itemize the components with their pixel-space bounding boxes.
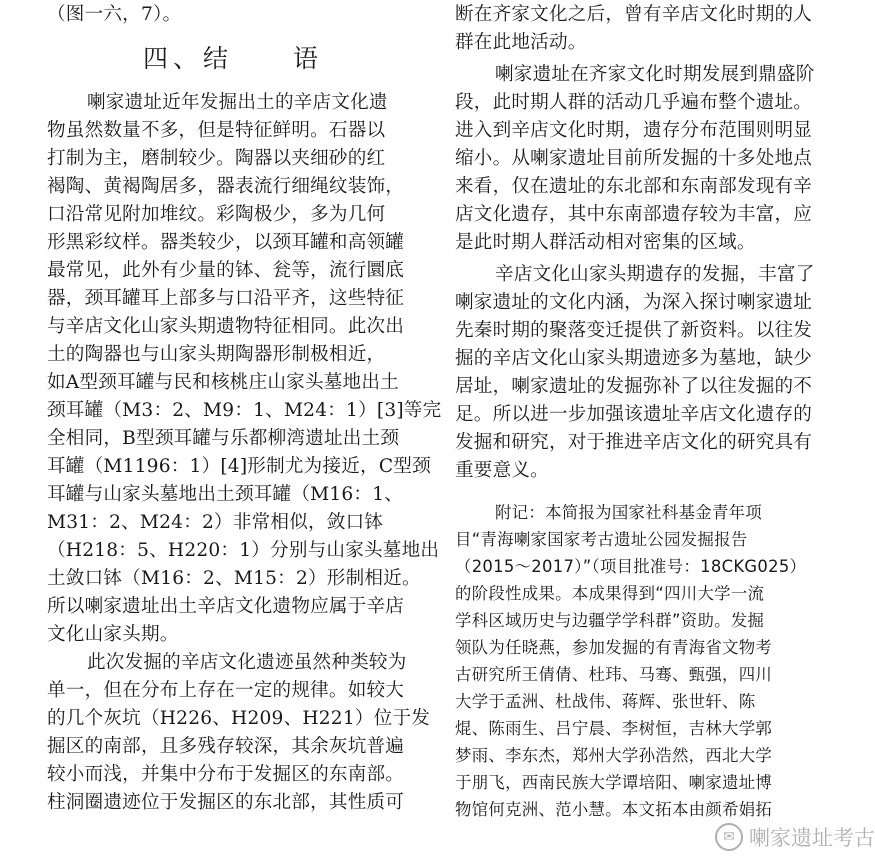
watermark-text: 喇家遗址考古 xyxy=(749,826,875,850)
body-line: 单一，但在分布上存在一定的规律。如较大 xyxy=(47,680,405,701)
section-heading: 四、结 语 xyxy=(142,44,323,73)
body-line: 足。所以进一步加强该遗址辛店文化遗存的 xyxy=(455,404,813,425)
body-line: 较小而浅，并集中分布于发掘区的东南部。 xyxy=(47,764,405,785)
body-line: 文化山家头期。 xyxy=(47,624,179,645)
body-line: 耳罐与山家头墓地出土颈耳罐（M16：1、 xyxy=(47,484,404,505)
body-line: 重要意义。 xyxy=(455,460,549,481)
body-line: 与辛店文化山家头期遗物特征相同。此次出 xyxy=(47,316,405,337)
body-line: 先秦时期的聚落变迁提供了新资料。以往发 xyxy=(455,320,813,341)
note-line: 物馆何克洲、范小慧。本文拓本由颜希娟拓 xyxy=(455,800,773,819)
body-line: 辛店文化山家头期遗存的发掘，丰富了 xyxy=(495,264,815,285)
watermark xyxy=(715,822,875,852)
body-line: 喇家遗址近年发掘出土的辛店文化遗 xyxy=(87,92,388,113)
note-line: （2015～2017）”（项目批准号：18CKG025） xyxy=(455,557,807,576)
body-line: 群在此地活动。 xyxy=(455,32,587,53)
note-line: 于朋飞，西南民族大学谭培阳、喇家遗址博 xyxy=(455,773,773,792)
body-line: 褐陶、黄褐陶居多，器表流行细绳纹装饰， xyxy=(47,176,405,197)
note-line: 的阶段性成果。本成果得到“四川大学一流 xyxy=(455,584,765,603)
body-line: 是此时期人群活动相对密集的区域。 xyxy=(455,232,756,253)
body-line: 打制为主，磨制较少。陶器以夹细砂的红 xyxy=(47,148,386,169)
note-line: 领队为任晓燕，参加发掘的有青海省文物考 xyxy=(455,638,773,657)
body-line: 进入到辛店文化时期，遗存分布范围则明显 xyxy=(455,120,813,141)
body-line: 器，颈耳罐耳上部多与口沿平齐，这些特征 xyxy=(47,288,405,309)
note-line: 焜、陈雨生、吕宁晨、李树恒，吉林大学郭 xyxy=(455,719,773,738)
body-line: 掘的辛店文化山家头期遗迹多为墓地，缺少 xyxy=(455,348,813,369)
note-line: 古研究所王倩倩、杜玮、马骞、甄强，四川 xyxy=(455,665,773,684)
body-line: 缩小。从喇家遗址目前所发掘的十多处地点 xyxy=(455,148,813,169)
wechat-icon: ✉ xyxy=(715,823,743,851)
body-line: 所以喇家遗址出土辛店文化遗物应属于辛店 xyxy=(47,596,405,617)
body-line: 形黑彩纹样。器类较少，以颈耳罐和高领罐 xyxy=(47,232,405,253)
body-line: 断在齐家文化之后，曾有辛店文化时期的人 xyxy=(455,4,813,25)
note-line: 大学于孟洲、杜战伟、蒋辉、张世轩、陈 xyxy=(455,692,756,711)
body-line: 的几个灰坑（H226、H209、H221）位于发 xyxy=(47,708,431,729)
body-line: 喇家遗址的文化内涵，为深入探讨喇家遗址 xyxy=(455,292,813,313)
note-line: 梦雨、李东杰，郑州大学孙浩然，西北大学 xyxy=(455,746,773,765)
body-line: 此次发掘的辛店文化遗迹虽然种类较为 xyxy=(87,652,407,673)
body-line: 来看，仅在遗址的东北部和东南部发现有辛 xyxy=(455,176,813,197)
body-line: 物虽然数量不多，但是特征鲜明。石器以 xyxy=(47,120,386,141)
body-line: 土敛口钵（M16：2、M15：2）形制相近。 xyxy=(47,568,421,589)
note-line: 学科区域历史与边疆学学科群”资助。发掘 xyxy=(455,611,765,630)
note-line: 附记：本简报为国家社科基金青年项 xyxy=(495,503,763,522)
body-line: 喇家遗址在齐家文化时期发展到鼎盛阶 xyxy=(495,64,815,85)
body-line: 发掘和研究，对于推进辛店文化的研究具有 xyxy=(455,432,813,453)
body-line: （H218：5、H220：1）分别与山家头墓地出 xyxy=(47,540,440,561)
body-line: 居址，喇家遗址的发掘弥补了以往发掘的不 xyxy=(455,376,813,397)
body-line: 最常见，此外有少量的钵、瓮等，流行圜底 xyxy=(47,260,405,281)
body-line: 全相同，B型颈耳罐与乐都柳湾遗址出土颈 xyxy=(47,428,400,449)
body-line: 掘区的南部，且多残存较深，其余灰坑普遍 xyxy=(47,736,405,757)
body-line: 段，此时期人群的活动几乎遍布整个遗址。 xyxy=(455,92,813,113)
body-line: M31：2、M24：2）非常相似，敛口钵 xyxy=(47,512,384,533)
body-line: 柱洞圈遗迹位于发掘区的东北部，其性质可 xyxy=(47,792,405,813)
body-line: 颈耳罐（M3：2、M9：1、M24：1）[3]等完 xyxy=(47,400,442,421)
body-line: 如A型颈耳罐与民和核桃庄山家头墓地出土 xyxy=(47,372,399,393)
note-line: 目“青海喇家国家考古遗址公园发掘报告 xyxy=(455,530,748,549)
body-line: 店文化遗存，其中东南部遗存较为丰富，应 xyxy=(455,204,813,225)
figure-reference: （图一六，7）。 xyxy=(47,4,182,25)
body-line: 土的陶器也与山家头期陶器形制极相近， xyxy=(47,344,386,365)
body-line: 耳罐（M1196：1）[4]形制尤为接近，C型颈 xyxy=(47,456,431,477)
body-line: 口沿常见附加堆纹。彩陶极少，多为几何 xyxy=(47,204,386,225)
